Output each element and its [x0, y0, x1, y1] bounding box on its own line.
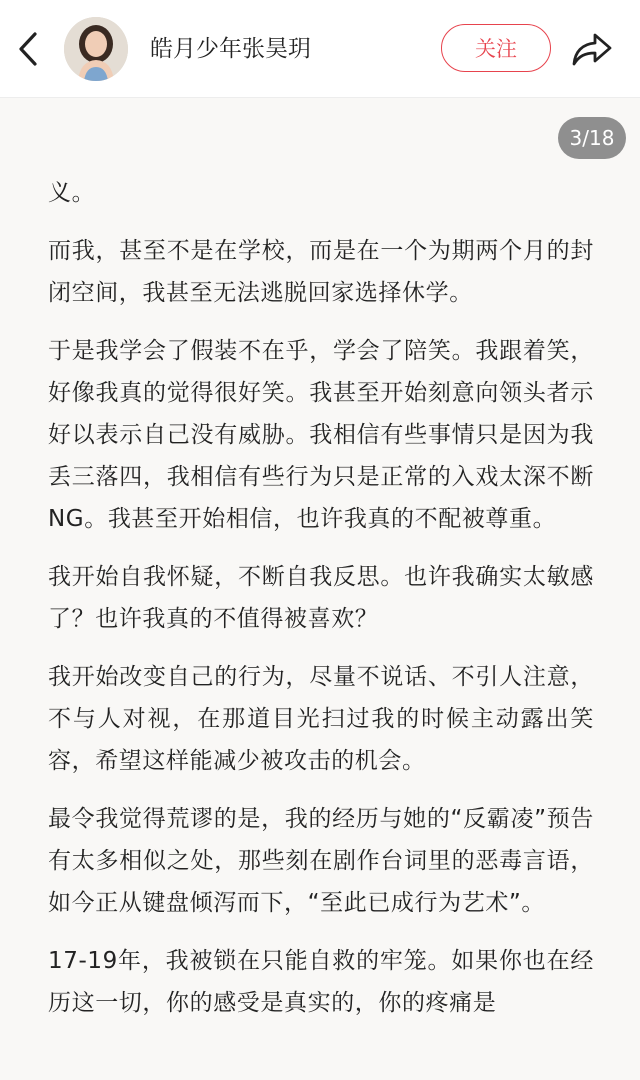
- share-arrow-icon: [571, 31, 613, 67]
- avatar[interactable]: [64, 17, 128, 81]
- article-paragraph: 最令我觉得荒谬的是，我的经历与她的“反霸凌”预告有太多相似之处，那些刻在剧作台词里的恶毒言语，如今正从键盘倾泻而下，“至此已成行为艺术”。: [48, 806, 594, 916]
- article-reader[interactable]: [0, 98, 640, 1080]
- article-paragraph: 我开始改变自己的行为，尽量不说话、不引人注意，不与人对视，在那道目光扫过我的时候主动露出笑容，希望这样能减少被攻击的机会。: [48, 664, 594, 774]
- author-avatar-image: [64, 17, 128, 81]
- share-button[interactable]: [568, 26, 616, 72]
- chevron-left-icon: [17, 31, 39, 67]
- back-button[interactable]: [8, 26, 48, 72]
- article-paragraph: 17-19年，我被锁在只能自救的牢笼。如果你也在经历这一切，你的感受是真实的，你的疼痛是: [48, 948, 594, 1016]
- page-indicator: 3/18: [558, 117, 626, 159]
- article-paragraph: 我开始自我怀疑，不断自我反思。也许我确实太敏感了？也许我真的不值得被喜欢？: [48, 564, 594, 632]
- top-bar: [0, 0, 640, 98]
- follow-button[interactable]: 关注: [441, 24, 551, 72]
- article-paragraph: 于是我学会了假装不在乎，学会了陪笑。我跟着笑，好像我真的觉得很好笑。我甚至开始刻意向领头者示好以表示自己没有威胁。我相信有些事情只是因为我丢三落四，我相信有些行为只是正常的入戏太深不断NG。我甚至开始相信，也许我真的不配被尊重。: [48, 338, 594, 532]
- article-body: [48, 172, 594, 1040]
- author-name[interactable]: 皓月少年张昊玥: [150, 36, 311, 62]
- article-paragraph: 而我，甚至不是在学校，而是在一个为期两个月的封闭空间，我甚至无法逃脱回家选择休学。: [48, 238, 594, 306]
- article-paragraph: 义。: [48, 180, 96, 206]
